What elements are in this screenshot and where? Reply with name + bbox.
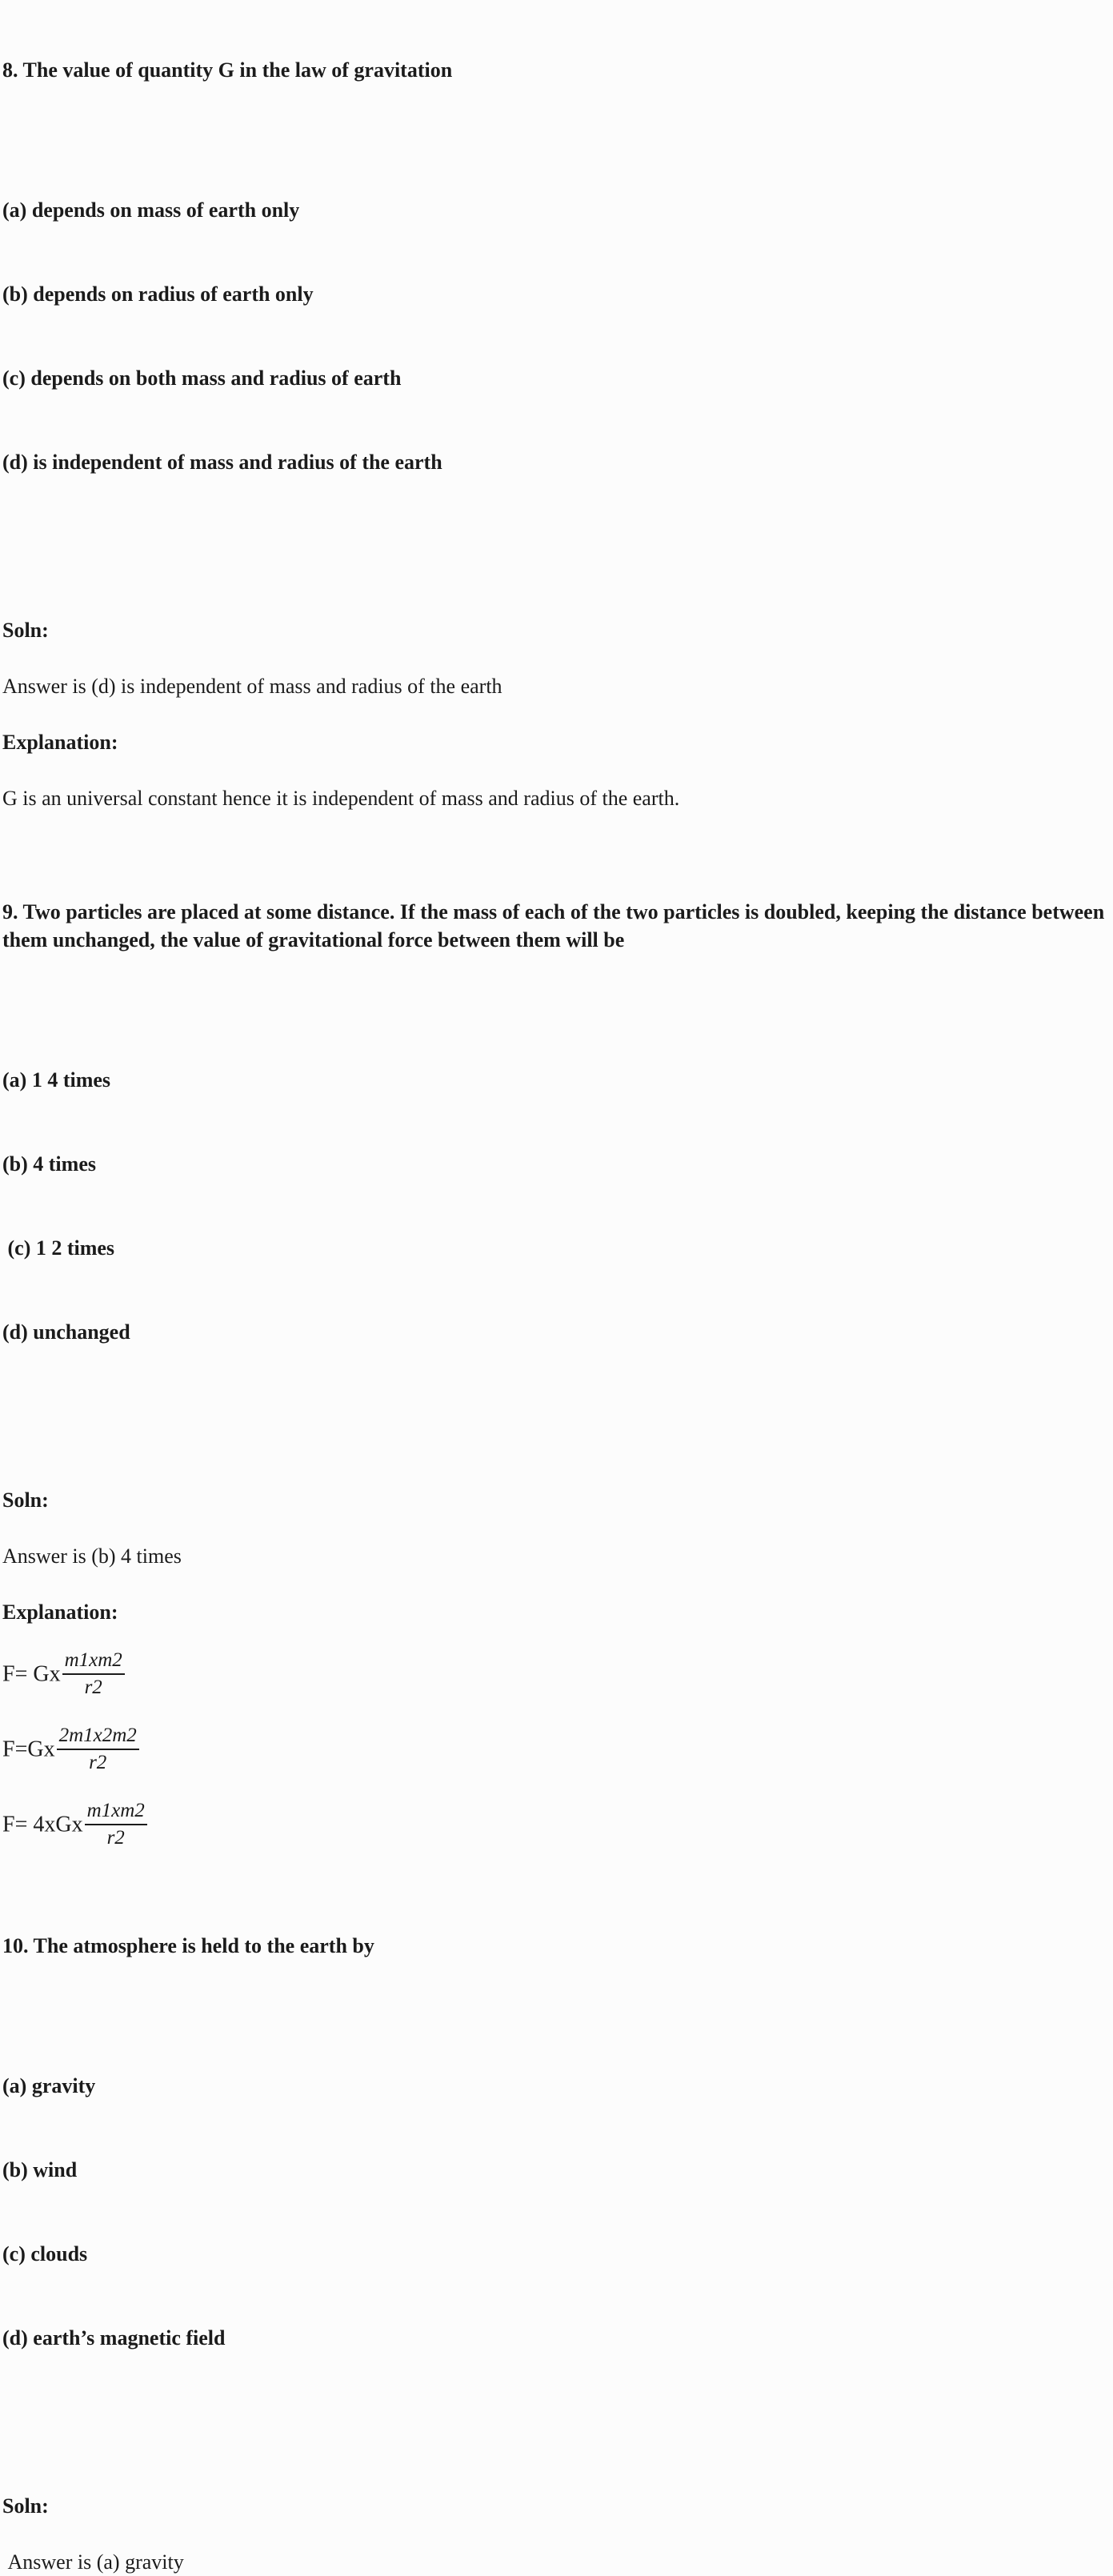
- question-10-option-a: (a) gravity: [2, 2074, 96, 2097]
- question-9-explanation-label: Explanation:: [2, 1600, 118, 1624]
- question-9-options: [2, 1010, 1113, 1402]
- question-8-explanation-label: Explanation:: [2, 731, 118, 754]
- question-9-option-d: (d) unchanged: [2, 1320, 130, 1344]
- formula-3-lhs: F= 4xGx: [2, 1812, 83, 1837]
- question-10-options: [2, 2016, 1113, 2408]
- question-9-answer: Answer is (b) 4 times: [2, 1544, 182, 1568]
- question-10-soln-label: Soln:: [2, 2494, 49, 2518]
- question-8-option-d: (d) is independent of mass and radius of the earth: [2, 451, 442, 474]
- question-8-block: [2, 0, 1113, 588]
- question-9-option-c: (c) 1 2 times: [2, 1236, 115, 1260]
- question-9-soln-label: Soln:: [2, 1488, 49, 1512]
- question-8-answer: Answer is (d) is independent of mass and radius of the earth: [2, 675, 502, 698]
- formula-1-denominator: r2: [84, 1677, 102, 1698]
- question-8-soln-label: Soln:: [2, 619, 49, 642]
- question-8-option-c: (c) depends on both mass and radius of earth: [2, 367, 402, 390]
- question-8-option-a: (a) depends on mass of earth only: [2, 198, 300, 222]
- question-9-option-a: (a) 1 4 times: [2, 1068, 111, 1092]
- formula-2-lhs: F=Gx: [2, 1737, 55, 1762]
- question-8-options: [2, 140, 1113, 532]
- formula-gravitation-doubled-mass: [2, 1725, 1113, 1777]
- formula-2-fraction: [57, 1724, 139, 1775]
- question-9-option-b: (b) 4 times: [2, 1152, 96, 1176]
- question-8-title: 8. The value of quantity G in the law of gravitation: [2, 58, 453, 82]
- formula-1-numerator: m1xm2: [62, 1649, 125, 1675]
- formula-gravitation-original: [2, 1650, 1113, 1701]
- formula-gravitation-four-times: [2, 1801, 1113, 1852]
- question-10-block: [2, 1876, 1113, 2464]
- question-10-option-d: (d) earth’s magnetic field: [2, 2326, 226, 2350]
- formula-1-fraction: [62, 1649, 125, 1700]
- formula-3-denominator: r2: [106, 1827, 125, 1849]
- question-10-option-b: (b) wind: [2, 2158, 78, 2181]
- question-9-block: [2, 842, 1113, 1458]
- question-10-title: 10. The atmosphere is held to the earth by: [2, 1934, 374, 1957]
- question-10-option-c: (c) clouds: [2, 2242, 88, 2266]
- question-9-title: 9. Two particles are placed at some distance. If the mass of each of the two particles is doubled, keeping the distance between them unchanged, the value of gravitational force between them will be: [2, 900, 1110, 951]
- question-8-option-b: (b) depends on radius of earth only: [2, 282, 314, 306]
- question-10-answer: Answer is (a) gravity: [2, 2550, 184, 2574]
- formula-1-lhs: F= Gx: [2, 1661, 61, 1687]
- formula-3-numerator: m1xm2: [85, 1799, 147, 1825]
- question-8-explanation: G is an universal constant hence it is independent of mass and radius of the earth.: [2, 787, 680, 810]
- formula-3-fraction: [85, 1799, 147, 1850]
- formula-2-numerator: 2m1x2m2: [57, 1724, 139, 1750]
- formula-2-denominator: r2: [89, 1752, 107, 1773]
